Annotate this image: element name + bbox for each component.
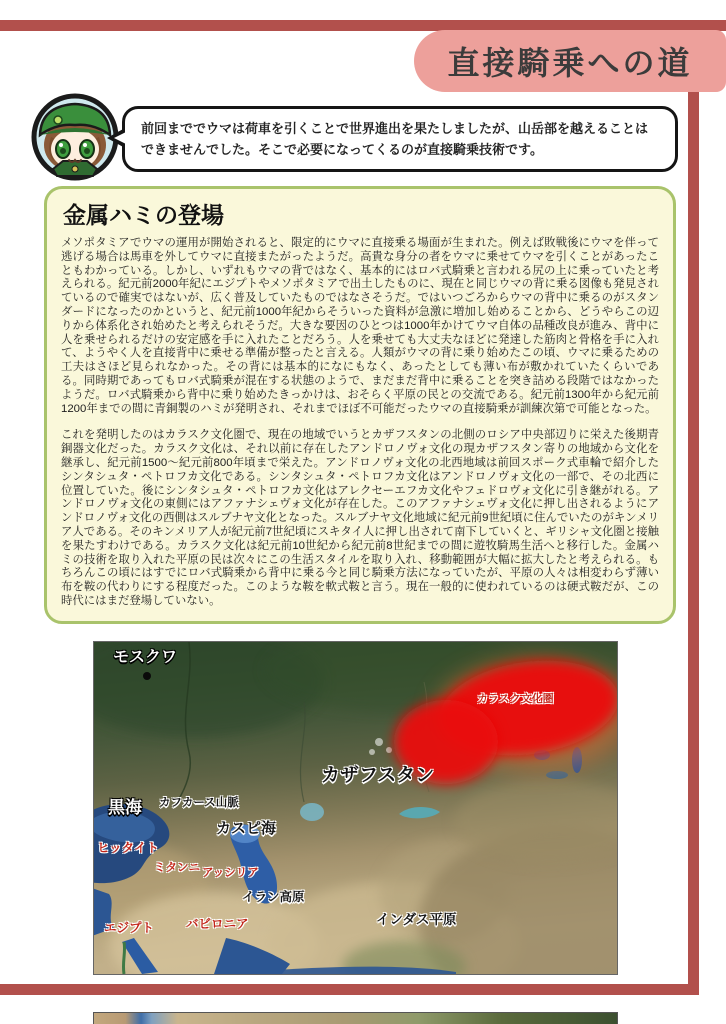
map-label-karasuk-region: カラスク文化圏 [477,693,554,705]
article-box [44,186,676,624]
map-label-moscow: モスクワ [113,649,178,666]
moscow-dot [143,672,151,680]
map-label-mitanni: ミタンニ [154,862,200,874]
frame-right-bar [688,25,699,995]
map-label-hittite: ヒッタイト [97,841,159,855]
page-title: 直接騎乗への道 [447,45,693,81]
map-label-egypt: エジプト [104,921,155,935]
article-paragraph-1: メソポタミアでウマの運用が開始されると、限定的にウマに直接乗る場面が生まれた。例えば敗戦後にウマを伴って逃げる場合は馬車を外してウマに直接またがったようだ。高貴な身分の者をウマに乗せてウマを引くことがあったこともわかっている。しかし、いずれもウマの背ではなく、基本的にはロバ式騎乗と言われる尻の上に乗っていたと考えられる。紀元前2000年紀にエジプトやメソポタミアで出土したものに、現在と同じウマの背に乗る図像も発見されているので確実ではないが、広く普及していたものではなさそうだ。ではいつごろからウマの背中に乗るのがスタンダードになったのかというと、紀元前1000年紀からそういった資料が急激に増加し始めることから、どうやらこの辺りから体系化され始めたと考えられそうだ。大きな要因のひとつは1000年かけてウマ自体の品種改良が進み、背中に人を乗せられるだけの安定感を手に入れたことだろう。人を乗せても大丈夫なほどに発達した筋肉と骨格を手に入れて、ようやく人を直接背中に乗せる準備が整ったと言える。人類がウマの背に乗り始めたこの頃、ウマに乗るための工夫はさほど見られなかった。その背には基本的になにもなく、あったとしても薄い布が敷かれていたくらいである。同時期であってもロバ式騎乗が混在する状態のようで、まだまだ背中に乗ることを突き詰める段階ではなかったようだ。ロバ式騎乗から背中に乗り始めたきっかけは、おそらく平原の民との交流である。紀元前1300年から紀元前1200年までの間に青銅製のハミが発明され、それまでほぼ不可能だったウマの直接騎乗が訓練次第で可能となった。 [61,237,659,415]
narrator-speech-bubble [122,106,678,172]
map-label-indus-plain: インダス平原 [376,912,457,927]
map-label-black-sea: 黒海 [108,798,142,817]
narrator-speech-text: 前回まででウマは荷車を引くことで世界進出を果たしましたが、山岳部を越えることはできませんでした。そこで必要になってくるのが直接騎乗技術です。 [141,121,649,158]
map-label-kazakhstan: カザフスタン [321,765,435,786]
satellite-map [93,641,618,975]
narrator-avatar [31,93,119,181]
next-map-preview [93,1012,618,1024]
chibi-girl-icon [31,93,119,181]
map-label-assyria: アッシリア [202,867,259,879]
title-banner [414,30,726,92]
map-label-babylonia: バビロニア [186,917,249,931]
map-label-iranian-plateau: イラン高原 [242,890,305,904]
article-heading: 金属ハミの登場 [63,202,224,228]
map-label-caucasus: カフカース山脈 [159,797,239,809]
map-label-caspian-sea: カスピ海 [216,820,277,837]
article-paragraph-2: これを発明したのはカラスク文化圏で、現在の地域でいうとカザフスタンの北側のロシア中央部辺りに栄えた後期青銅器文化だった。カラスク文化は、それ以前に存在したアンドロノヴォ文化の現カザフスタン寄りの地域から文化を継承し、紀元前1500〜紀元前800年頃まで栄えた。アンドロノヴォ文化の北西地域は前回スポーク式車輪で紹介したシンタシュタ・ペトロフカ文化である。シンタシュタ・ペトロフカ文化はアンドロノヴォ文化の一部で、その北西に位置していた。後にシンタシュタ・ペトロフカ文化はアレクセーエフカ文化やフェドロヴォ文化に引き継がれる。アンドロノヴォ文化の東側にはアファナシェヴォ文化が存在した。このアファナシェヴォ文化に押し出されるようにアンドロノヴォ文化の西側はスルブナヤ文化となった。スルブナヤ文化地域に紀元前9世紀頃に住んでいたのがキンメリア人である。そのキンメリア人が紀元前7世紀頃にスキタイ人に押し出されて南下していくと、ギリシャ文化圏と接触を果たすわけである。カラスク文化は紀元前10世紀から紀元前8世紀までの間に遊牧騎馬生活へと移行した。金属ハミの技術を取り入れた平原の民は次々にこの生活スタイルを取り入れ、移動範囲が大幅に拡大したと考えられる。もちろんこの頃にはすでにロバ式騎乗から背中に乗る今と同じ騎乗方法になっていたが、平原の人々は相変わらず薄い布を鞍の代わりにする程度だった。このような鞍を軟式鞍と言う。現在一般的に使われているのは硬式鞍だが、この時代にはまだ登場していない。 [61,429,659,607]
frame-bottom-bar [0,984,699,995]
